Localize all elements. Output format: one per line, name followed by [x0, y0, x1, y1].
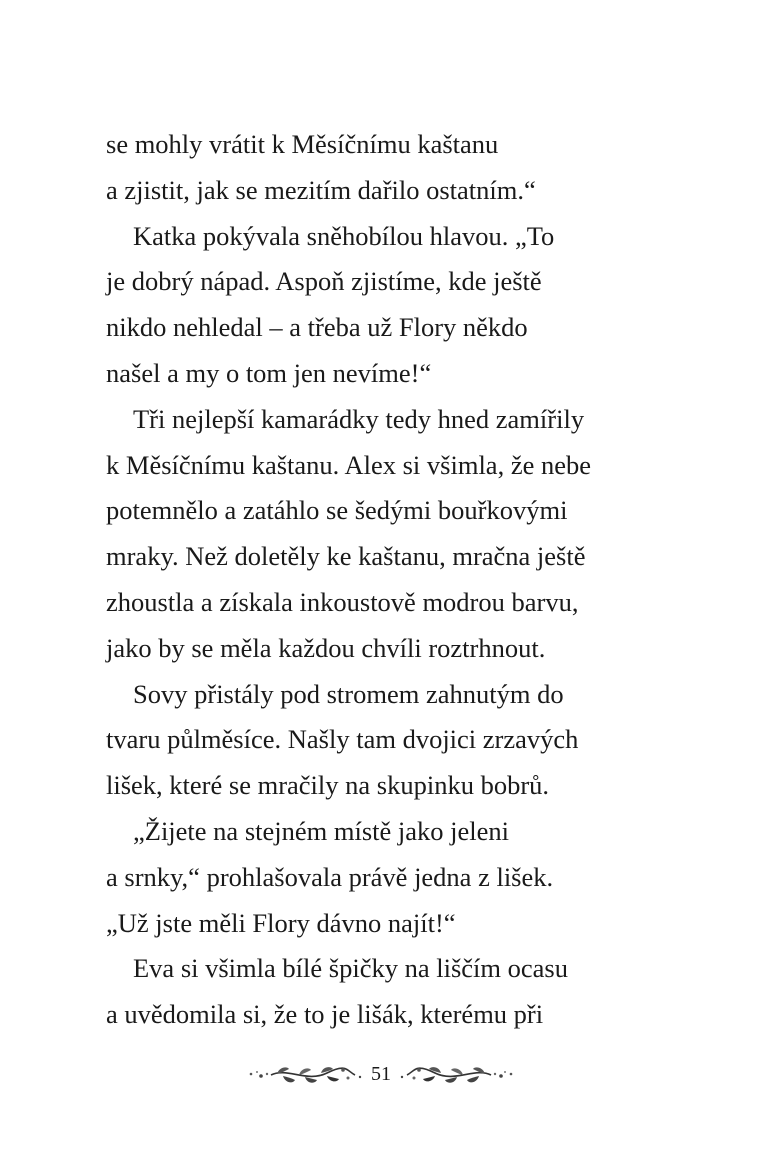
page-number: 51: [371, 1062, 391, 1085]
text-line: tvaru půlměsíce. Našly tam dvojici zrzavých: [106, 724, 579, 755]
text-line: jako by se měla každou chvíli roztrhnout.: [106, 632, 546, 663]
text-line: Katka pokývala sněhobílou hlavou. „To: [133, 220, 555, 251]
text-line: nikdo nehledal – a třeba už Flory někdo: [106, 312, 528, 343]
text-line: našel a my o tom jen nevíme!“: [106, 357, 432, 388]
leaf-vine-ornament-icon: [247, 1059, 365, 1089]
page-footer: [0, 1054, 762, 1094]
text-line: potemnělo a zatáhlo se šedými bouřkovými: [106, 495, 568, 526]
text-line: se mohly vrátit k Měsíčnímu kaštanu: [106, 129, 499, 159]
text-line: Eva si všimla bílé špičky na liščím ocasu: [133, 953, 568, 984]
text-line: a zjistit, jak se mezitím dařilo ostatním.“: [106, 174, 536, 205]
text-line: lišek, které se mračily na skupinku bobrů.: [106, 770, 550, 801]
leaf-vine-ornament-icon: [397, 1059, 515, 1089]
text-line: je dobrý nápad. Aspoň zjistíme, kde ještě: [106, 266, 542, 297]
text-line: „Žijete na stejném místě jako jeleni: [133, 815, 510, 846]
page-body-text: [106, 122, 666, 1038]
text-line: k Měsíčnímu kaštanu. Alex si všimla, že nebe: [106, 449, 591, 480]
text-line: a uvědomila si, že to je lišák, kterému při: [106, 999, 544, 1030]
text-line: „Už jste měli Flory dávno najít!“: [106, 907, 456, 938]
text-line: zhoustla a získala inkoustově modrou barvu,: [106, 586, 579, 617]
text-line: mraky. Než doletěly ke kaštanu, mračna ještě: [106, 541, 586, 572]
text-line: a srnky,“ prohlašovala právě jedna z lišek.: [106, 861, 554, 892]
text-line: Tři nejlepší kamarádky tedy hned zamířily: [133, 403, 585, 434]
text-line: Sovy přistály pod stromem zahnutým do: [133, 678, 564, 709]
